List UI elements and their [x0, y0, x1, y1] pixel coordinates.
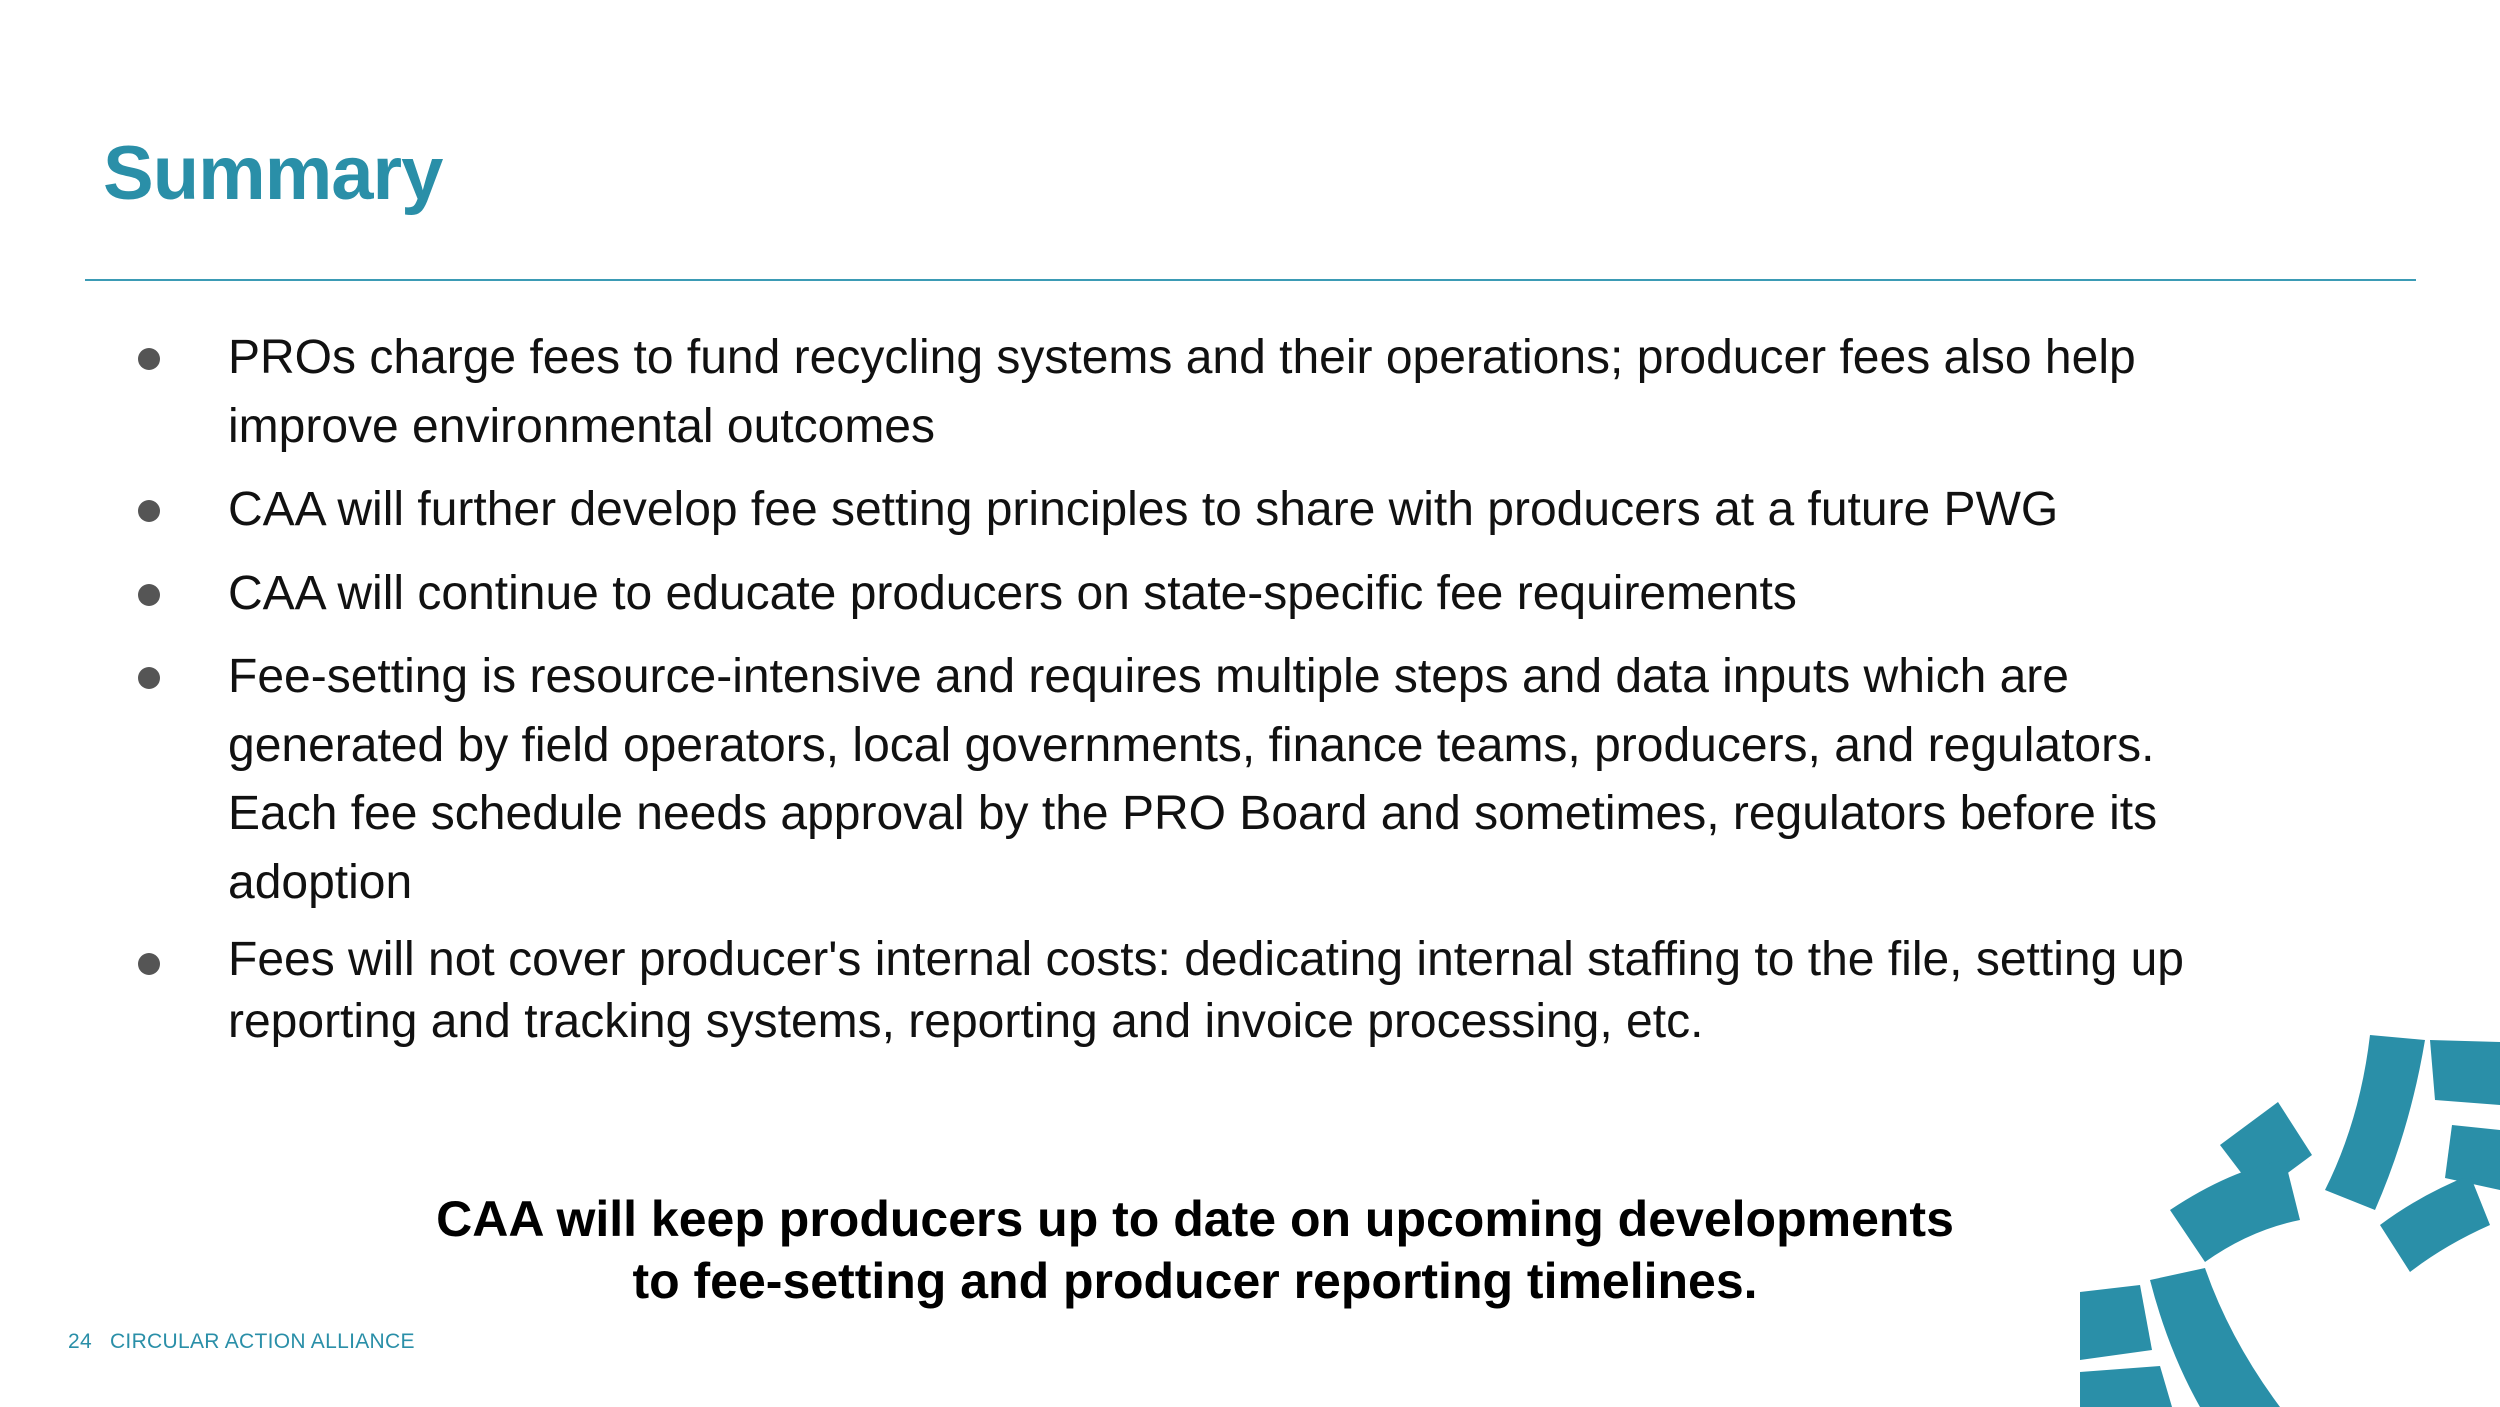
callout-line-2: to fee-setting and producer reporting timelines.: [632, 1253, 1758, 1309]
slide-title: Summary: [103, 131, 443, 216]
bullet-dot-icon: [138, 348, 160, 370]
callout-line-1: CAA will keep producers up to date on upcoming developments: [436, 1191, 1954, 1247]
bullet-dot-icon: [138, 584, 160, 606]
summary-bullet-list: [0, 324, 2300, 1053]
bullet-text: CAA will continue to educate producers on state-specific fee requirements: [228, 566, 1797, 620]
bullet-item: [0, 929, 2300, 1053]
bullet-item: [0, 643, 2300, 917]
bullet-item: [0, 476, 2300, 545]
bullet-item: [0, 560, 2300, 629]
bullet-text: Fees will not cover producer's internal costs: dedicating internal staffing to the file, setting up reporting and tracking systems, reporting and invoice processing, etc.: [228, 933, 2184, 1048]
bullet-item: [0, 324, 2300, 461]
slide-footer: [68, 1330, 415, 1354]
bullet-text: CAA will further develop fee setting principles to share with producers at a future PWG: [228, 483, 2059, 536]
bullet-text: Fee-setting is resource-intensive and requires multiple steps and data inputs which are generated by field operators, local governments, finance teams, producers, and regulators. Each fee schedule needs approval by the PRO Board and sometimes, regulators before its adoption: [228, 650, 2158, 909]
bullet-dot-icon: [138, 953, 160, 975]
closing-callout: [290, 1188, 2100, 1312]
bullet-text: PROs charge fees to fund recycling systems and their operations; producer fees also help improve environmental outcomes: [228, 331, 2136, 453]
title-divider: [85, 279, 2416, 281]
circular-action-alliance-logo-icon: [2080, 1010, 2500, 1407]
footer-organization: CIRCULAR ACTION ALLIANCE: [109, 1330, 415, 1353]
bullet-dot-icon: [138, 667, 160, 689]
bullet-dot-icon: [138, 500, 160, 522]
page-number: 24: [68, 1330, 92, 1353]
